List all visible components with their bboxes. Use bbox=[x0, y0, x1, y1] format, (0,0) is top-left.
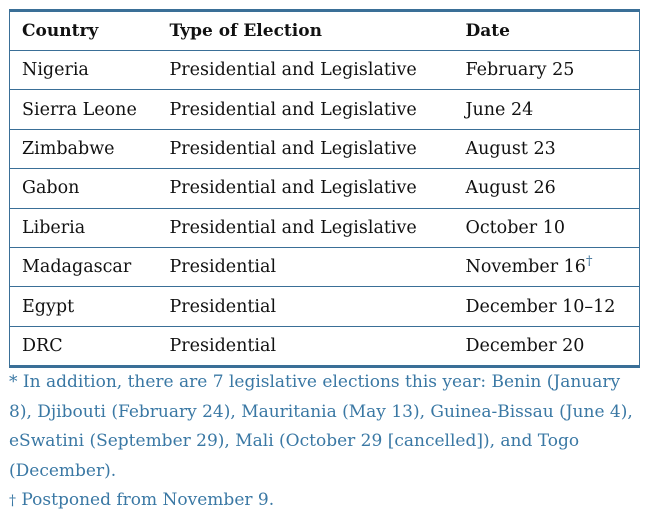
footnote-dagger bbox=[9, 486, 639, 517]
cell-country: DRC bbox=[10, 326, 158, 365]
asterisk-marker: * bbox=[9, 372, 18, 392]
cell-country: Nigeria bbox=[10, 51, 158, 90]
date-text: December 10–12 bbox=[465, 296, 616, 317]
cell-country: Egypt bbox=[10, 287, 158, 326]
footnote-asterisk bbox=[9, 368, 639, 486]
header-date: Date bbox=[454, 12, 640, 51]
cell-date bbox=[454, 169, 640, 208]
cell-country: Zimbabwe bbox=[10, 129, 158, 168]
cell-type: Presidential and Legislative bbox=[158, 169, 454, 208]
cell-date bbox=[454, 247, 640, 286]
date-text: August 23 bbox=[465, 138, 556, 159]
footnotes bbox=[9, 368, 639, 517]
table-row bbox=[10, 287, 640, 326]
cell-country: Sierra Leone bbox=[10, 90, 158, 129]
table-row bbox=[10, 129, 640, 168]
cell-country: Gabon bbox=[10, 169, 158, 208]
date-text: October 10 bbox=[465, 217, 565, 238]
header-country: Country bbox=[10, 12, 158, 51]
dagger-mark: † bbox=[585, 254, 593, 270]
table-row bbox=[10, 169, 640, 208]
cell-date bbox=[454, 129, 640, 168]
cell-date bbox=[454, 90, 640, 129]
elections-table bbox=[9, 12, 640, 365]
cell-type: Presidential and Legislative bbox=[158, 208, 454, 247]
table-header-row bbox=[10, 12, 640, 51]
cell-type: Presidential bbox=[158, 287, 454, 326]
header-type-of-election: Type of Election bbox=[158, 12, 454, 51]
cell-date bbox=[454, 51, 640, 90]
date-text: November 16 bbox=[465, 257, 586, 278]
table-row bbox=[10, 326, 640, 365]
table-row bbox=[10, 208, 640, 247]
date-text: August 26 bbox=[465, 178, 556, 199]
date-text: February 25 bbox=[465, 60, 575, 81]
date-text: December 20 bbox=[465, 335, 585, 356]
cell-date bbox=[454, 287, 640, 326]
cell-type: Presidential bbox=[169, 335, 277, 356]
table-row bbox=[10, 90, 640, 129]
cell-country: Liberia bbox=[10, 208, 158, 247]
cell-type: Presidential bbox=[158, 247, 454, 286]
date-text: June 24 bbox=[465, 99, 534, 120]
elections-table-container bbox=[9, 9, 640, 368]
cell-type: Presidential and Legislative bbox=[158, 129, 454, 168]
cell-type: Presidential and Legislative bbox=[158, 51, 454, 90]
cell-date bbox=[454, 326, 640, 365]
table-row bbox=[10, 51, 640, 90]
dagger-marker: † bbox=[9, 493, 16, 509]
table-row bbox=[10, 247, 640, 286]
cell-type: Presidential and Legislative bbox=[158, 90, 454, 129]
dagger-footnote-text: Postponed from November 9. bbox=[21, 490, 275, 510]
cell-date bbox=[454, 208, 640, 247]
cell-country: Madagascar bbox=[10, 247, 158, 286]
asterisk-footnote-text: In addition, there are 7 legislative elections this year: Benin (January 8), Djibouti (February 24), Mauritania (May 13), Guinea-Bissau (June 4), eSwatini (September 29), Mali (October 29 [cancelled]), and Togo (December). bbox=[9, 372, 633, 481]
